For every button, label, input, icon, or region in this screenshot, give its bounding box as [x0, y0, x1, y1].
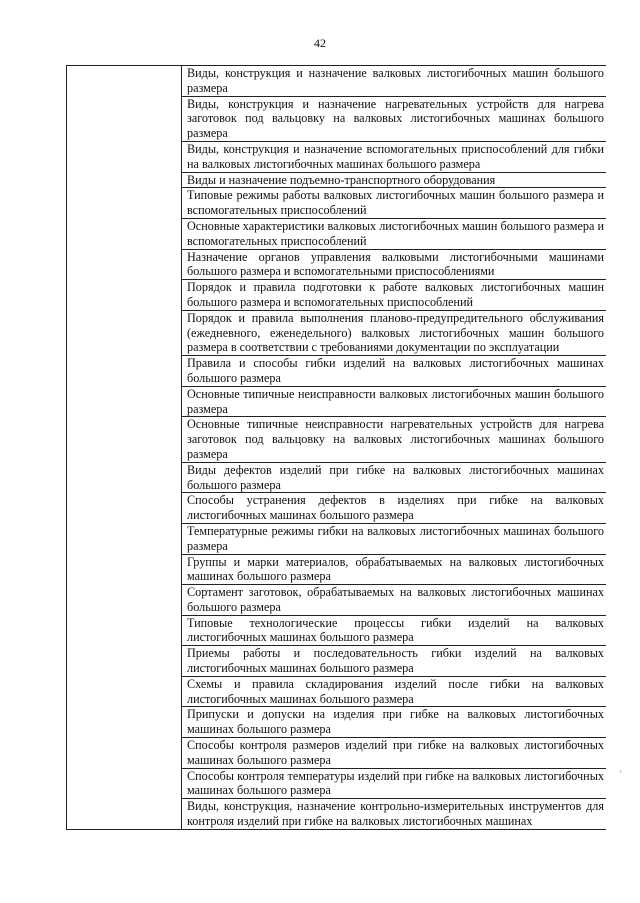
list-item: Основные типичные неисправности нагревательных устройств для нагрева заготовок под вальцовку на валковых листогибочных машинах большого размера: [182, 417, 606, 462]
list-item: Виды, конструкция и назначение нагревательных устройств для нагрева заготовок под вальцовку на валковых листогибочных машинах большого размера: [182, 97, 606, 142]
list-item: Сортамент заготовок, обрабатываемых на валковых листогибочных машинах большого размера: [182, 585, 606, 616]
list-item: Виды дефектов изделий при гибке на валковых листогибочных машинах большого размера: [182, 463, 606, 494]
list-item: Способы устранения дефектов в изделиях при гибке на валковых листогибочных машинах большого размера: [182, 493, 606, 524]
list-item: Схемы и правила складирования изделий после гибки на валковых листогибочных машинах большого размера: [182, 677, 606, 708]
list-item: Виды, конструкция, назначение контрольно-измерительных инструментов для контроля изделий при гибке на валковых листогибочных машинах: [187, 799, 604, 829]
list-item: Порядок и правила выполнения планово-предупредительного обслуживания (ежедневного, еженедельного) валковых листогибочных машин большого размера в соответствии с требованиями документации по эксплуатации: [182, 311, 606, 356]
list-item: Температурные режимы гибки на валковых листогибочных машинах большого размера: [182, 524, 606, 555]
list-item: Порядок и правила подготовки к работе валковых листогибочных машин большого размера и вспомогательных приспособлений: [182, 280, 606, 311]
list-item: Припуски и допуски на изделия при гибке на валковых листогибочных машинах большого размера: [182, 707, 606, 738]
requirements-table-container: [66, 65, 606, 903]
requirements-table: [66, 65, 606, 830]
list-item: Виды, конструкция и назначение валковых листогибочных машин большого размера: [182, 66, 606, 97]
list-item: Правила и способы гибки изделий на валковых листогибочных машинах большого размера: [182, 356, 606, 387]
table-row: [67, 66, 607, 830]
list-item: Типовые режимы работы валковых листогибочных машин большого размера и вспомогательных приспособлений: [182, 188, 606, 219]
list-item: Виды, конструкция и назначение вспомогательных приспособлений для гибки на валковых листогибочных машинах большого размера: [182, 142, 606, 173]
list-item: Группы и марки материалов, обрабатываемых на валковых листогибочных машинах большого размера: [182, 555, 606, 586]
list-item: Основные типичные неисправности валковых листогибочных машин большого размера: [182, 387, 606, 418]
list-item: Приемы работы и последовательность гибки изделий на валковых листогибочных машинах большого размера: [182, 646, 606, 677]
left-empty-cell: [67, 66, 182, 830]
list-item: Способы контроля температуры изделий при гибке на валковых листогибочных машинах большого размера: [182, 769, 606, 800]
list-item: Способы контроля размеров изделий при гибке на валковых листогибочных машинах большого размера: [182, 738, 606, 769]
list-item: Назначение органов управления валковыми листогибочными машинами большого размера и вспомогательными приспособлениями: [182, 250, 606, 281]
list-item: Виды и назначение подъемно-транспортного оборудования: [182, 173, 606, 189]
knowledge-items-cell: [182, 66, 607, 830]
list-item: Типовые технологические процессы гибки изделий на валковых листогибочных машинах большого размера: [182, 616, 606, 647]
stray-mark: ': [620, 769, 622, 779]
page-number: 42: [314, 36, 326, 50]
list-item: Основные характеристики валковых листогибочных машин большого размера и вспомогательных приспособлений: [182, 219, 606, 250]
